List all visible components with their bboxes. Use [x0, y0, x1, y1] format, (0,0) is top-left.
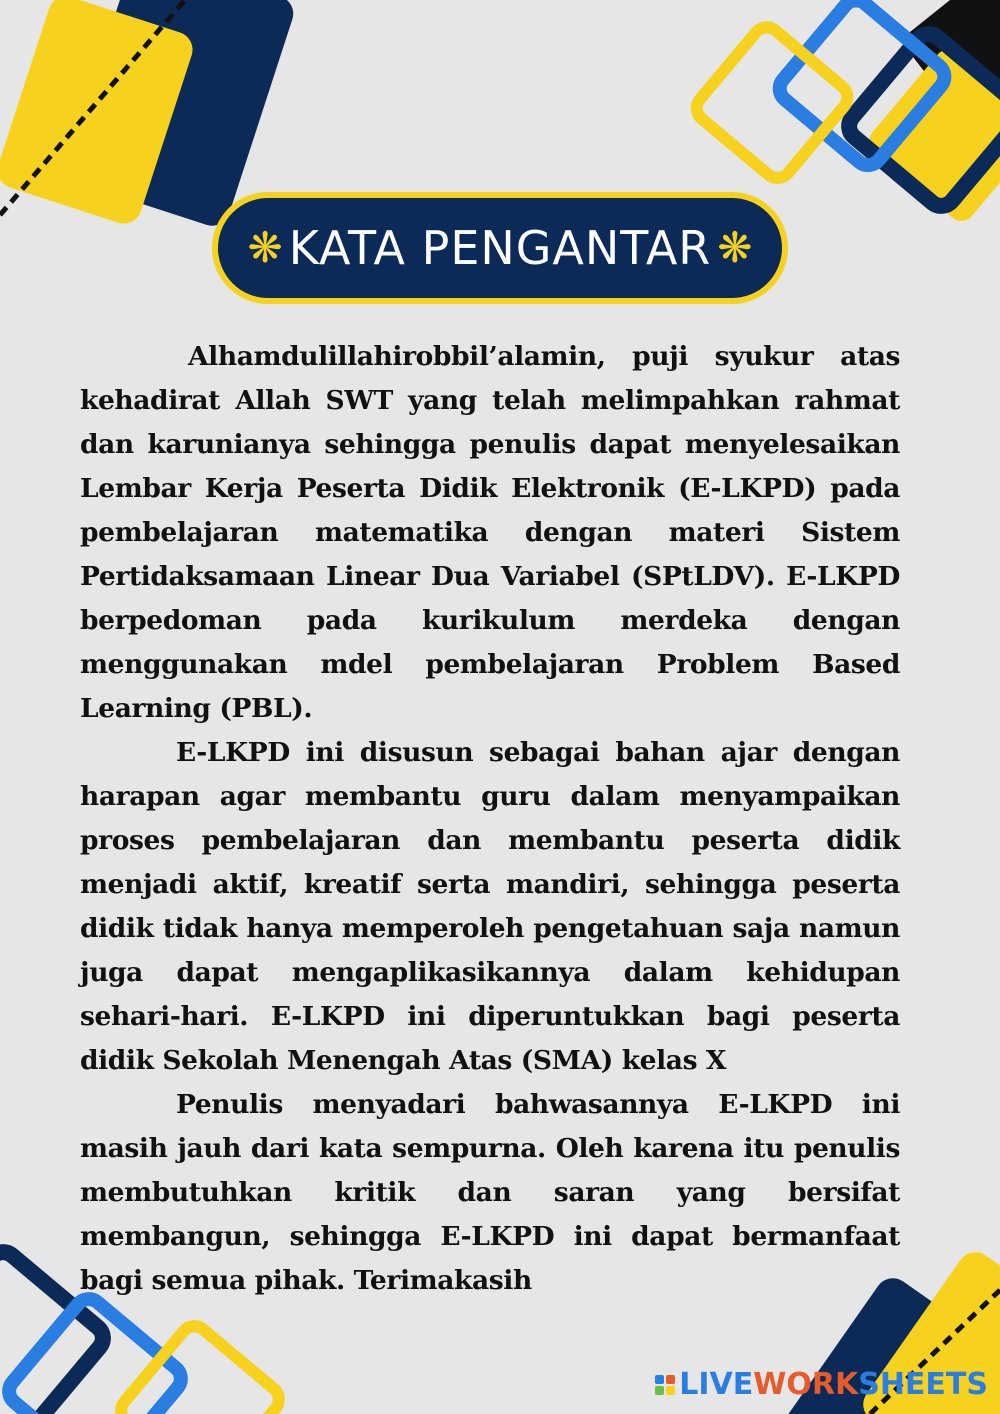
title-banner [212, 192, 788, 304]
watermark-work: WORK [753, 1367, 859, 1402]
paragraph-2: E-LKPD ini disusun sebagai bahan ajar dengan harapan agar membantu guru dalam menyampaikan proses pembelajaran dan membantu peserta didik menjadi aktif, kreatif serta mandiri, sehingga peserta didik tidak hanya memperoleh pengetahuan saja namun juga dapat mengaplikasikannya dalam kehidupan sehari-hari. E-LKPD ini diperuntukkan bagi peserta didik Sekolah Menengah Atas (SMA) kelas X [80, 737, 900, 1076]
liveworksheets-watermark [655, 1367, 988, 1402]
page-title: KATA PENGANTAR [288, 221, 712, 275]
flower-icon: ❋ [247, 223, 283, 272]
flower-icon: ❋ [717, 223, 753, 272]
paragraph-1: Alhamdulillahirobbil’alamin, puji syukur atas kehadirat Allah SWT yang telah melimpahkan rahmat dan karunianya sehingga penulis dapat menyelesaikan Lembar Kerja Peserta Didik Elektronik (E-LKPD) pada pembelajaran matematika dengan materi Sistem Pertidaksamaan Linear Dua Variabel (SPtLDV). E-LKPD berpedoman pada kurikulum merdeka dengan menggunakan mdel pembelajaran Problem Based Learning (PBL). [80, 341, 900, 724]
paragraph-3: Penulis menyadari bahwasannya E-LKPD ini masih jauh dari kata sempurna. Oleh karena itu penulis membutuhkan kritik dan saran yang bersifat membangun, sehingga E-LKPD ini dapat bermanfaat bagi semua pihak. Terimakasih [80, 1089, 900, 1296]
preface-body [80, 335, 900, 1303]
watermark-sheets: SHEETS [858, 1367, 988, 1402]
watermark-live: LIVE [679, 1367, 754, 1402]
liveworksheets-logo-icon [655, 1375, 675, 1395]
